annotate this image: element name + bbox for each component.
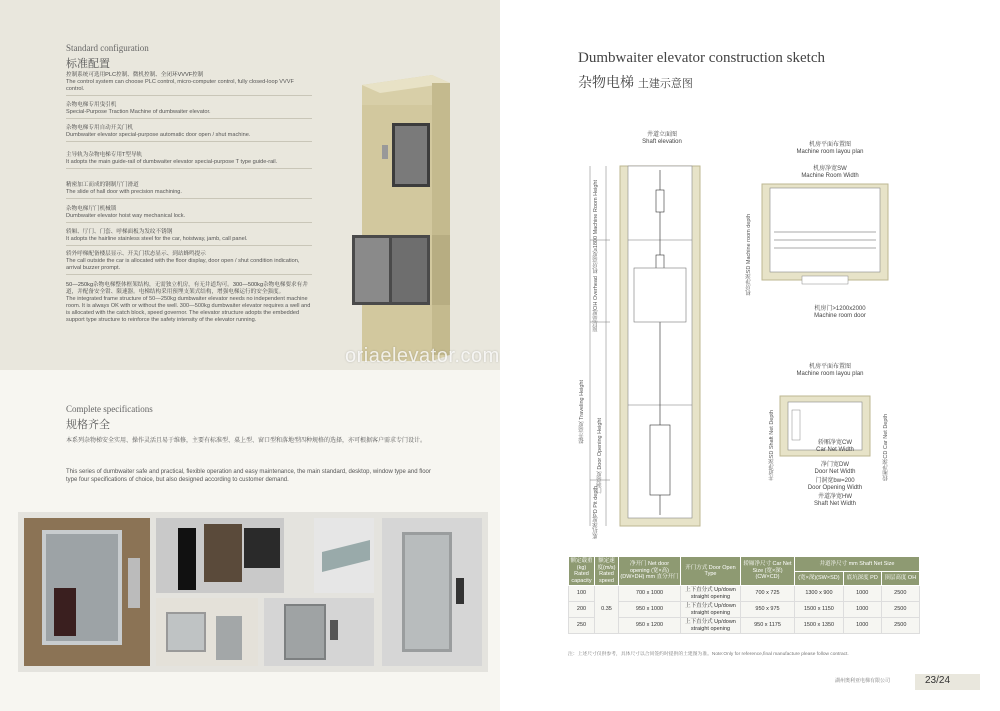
room-width-label (780, 166, 880, 180)
feature-zh: 杂物电梯专用曳引机 (66, 102, 117, 108)
feature-item (66, 182, 312, 199)
product-photo (314, 518, 374, 593)
overhead-label: 顶层高度OH Overhead (593, 276, 599, 332)
footer (835, 673, 985, 691)
col-shaft: (宽×深)(SW×SD) (795, 571, 844, 586)
sketch-title-zh (578, 72, 693, 92)
car-depth-en: Car Net Depth (883, 414, 889, 450)
door-open-zh: 门洞宽bw=200 (815, 478, 855, 484)
table-row (569, 586, 920, 602)
spec-table (568, 556, 920, 634)
cell-pit: 1000 (843, 618, 881, 634)
product-photo (156, 518, 284, 593)
cell-oh: 2500 (881, 618, 919, 634)
car-depth-label (882, 414, 890, 481)
feature-item (66, 282, 312, 326)
product-photo (156, 598, 258, 666)
car-width-zh: 轿厢净宽CW (818, 440, 852, 446)
pit-label: 底坑深度PD Pit depth (593, 486, 599, 539)
room-door-en: Machine room door (814, 313, 866, 319)
shaft-elevation-zh: 井道立面图 (646, 132, 677, 138)
shaft-elevation-label (612, 132, 712, 146)
door-height-label: 门洞高度 Door Opening Height (597, 418, 603, 494)
cell-door: 950 x 1200 (619, 618, 681, 634)
feature-item (66, 102, 312, 119)
shaft-width-zh: 井道净宽HW (818, 494, 852, 500)
col-door: 净开门 Net door opening (宽×高)(DW×DH) mm 直分开门 (619, 557, 681, 586)
feature-item (66, 72, 312, 96)
feature-item (66, 206, 312, 223)
door-width-en: Door Net Width (814, 469, 856, 475)
cell-pit: 1000 (843, 602, 881, 618)
room-width-en: Machine Room Width (801, 173, 859, 179)
feature-en: The call outside the car is allocated with the floor display, door open / shut condition indication, arrival buzzer prompt. (66, 258, 300, 271)
shaft-depth-zh: 井道净深SD (769, 450, 775, 481)
cell-speed: 0.35 (595, 586, 619, 634)
product-photo (24, 518, 150, 666)
feature-item (66, 125, 312, 142)
col-load: 额定载重(kg) Rated capacity (570, 558, 593, 584)
table-row (569, 618, 920, 634)
cell-car: 950 x 1175 (741, 618, 795, 634)
product-photo-collage (18, 512, 488, 672)
shaft-width-label (795, 494, 875, 508)
cell-load: 100 (569, 586, 595, 602)
feature-zh: 杂物电梯厅门机械锁 (66, 206, 117, 212)
door-open-label (795, 478, 875, 492)
feature-en: The control system can choose PLC control, micro-computer control, fully closed-loop VVVF control. (66, 79, 294, 92)
room-depth-label (745, 214, 753, 295)
product-photo (382, 518, 482, 666)
feature-en: It adopts the main guide-rail of dumbwaiter elevator special-purpose T type guide-rail. (66, 159, 278, 165)
door-width-label (800, 462, 870, 476)
product-photo (264, 598, 374, 666)
complete-specs-para-en: This series of dumbwaiter safe and practical, flexible operation and easy maintenance, the main standard, desktop, window type and floor type four specifications of choice, but also designed according to customer demand. (66, 469, 431, 483)
sketch-title-zh-main: 杂物电梯 (578, 74, 634, 90)
machine-room-2-zh: 机房平面布置图 (808, 364, 851, 370)
table-note: 注：上述尺寸仅供参考，具体尺寸以合同签约时提供的土建图为准。Note:Only for reference,final manufacture please follow contract. (568, 652, 849, 657)
cell-car: 950 x 975 (741, 602, 795, 618)
complete-specs-para-zh: 本系列杂物梯安全实用、操作灵活且易于维修，主要有标准型、桌上型、窗口型和落地型四种规格的选择，亦可根据客户需求专门设计。 (66, 438, 427, 444)
cell-oh: 2500 (881, 602, 919, 618)
room-door-zh: 机房门>1200x2000 (814, 306, 866, 312)
machine-room-plan-1 (740, 180, 900, 310)
feature-zh: 精密加工而成的钢制厅门滑道 (66, 182, 139, 188)
feature-zh: 杂物电梯专用自动开关门机 (66, 125, 134, 131)
feature-item (66, 251, 312, 275)
sketch-title-en: Dumbwaiter elevator construction sketch (578, 50, 826, 66)
shaft-elevation-drawing (570, 160, 710, 530)
feature-en: The integrated frame structure of 50—250kg dumbwaiter elevator needs no independent machine room. It is always OK with or without the well. 300—500kg dumbwaiter elevator requires a well and is allocated with the catch block, speed governor. The elevator structure adopts the embedded support type structure to reinforce the safety intensity of the elevator running. (66, 296, 311, 323)
col-speed: 额定速度(m/s) Rated speed (595, 557, 619, 586)
room-depth-en: Machine room depth (746, 214, 752, 265)
page-number: 23/24 (925, 675, 951, 686)
cell-door-type: 上下直分式 Up/down straight opening (681, 618, 741, 634)
cell-shaft: 1500 x 1150 (795, 602, 844, 618)
shaft-depth-label (768, 410, 776, 480)
cell-door: 700 x 1000 (619, 586, 681, 602)
feature-en: It adopts the hairline stainless steel for the car, hoistway, jamb, call panel. (66, 236, 248, 242)
feature-en: The slide of hall door with precision machining. (66, 189, 182, 195)
table-row (569, 602, 920, 618)
feature-zh: 主导轨为杂物电梯专用T型导轨 (66, 152, 143, 158)
car-width-en: Car Net Width (816, 447, 854, 453)
machine-room-1-zh: 机房平面布置图 (808, 142, 851, 148)
room-width-zh: 机房净宽SW (813, 166, 847, 172)
watermark: oriaelevator.com (345, 345, 500, 367)
cell-door: 950 x 1000 (619, 602, 681, 618)
machine-room-1-label (780, 142, 880, 156)
cell-pit: 1000 (843, 586, 881, 602)
dumbwaiter-tower-image (352, 75, 450, 361)
cell-oh: 2500 (881, 586, 919, 602)
feature-zh: 50—250kg杂物电梯整体框架结构，无需独立机房，有无井道均可。300—500kg杂物电梯要求有井道，并配备安全钳、限速器。电梯结构采用预埋支架式结构，增强电梯运行的安全强度。 (66, 282, 308, 295)
feature-zh: 轿外呼梯配备楼层显示、开关门状态显示、到站蜂鸣提示 (66, 251, 206, 257)
feature-item (66, 229, 312, 246)
cell-door-type: 上下直分式 Up/down straight opening (681, 602, 741, 618)
feature-zh: 控制系统可选用PLC控制、微机控制、全闭环VVVF控制 (66, 72, 204, 78)
cell-door-type: 上下直分式 Up/down straight opening (681, 586, 741, 602)
feature-item (66, 152, 312, 169)
machine-room-2-label (780, 364, 880, 378)
cell-load: 200 (569, 602, 595, 618)
cell-load: 250 (569, 618, 595, 634)
standard-config-title-en: Standard configuration (66, 43, 149, 53)
col-oh: 顶层高度 OH (881, 571, 919, 586)
travel-label: 提升高度 Traveling Height (579, 380, 585, 444)
standard-config-title-zh: 标准配置 (66, 58, 110, 70)
room-door-label (790, 306, 890, 320)
door-width-zh: 净门宽DW (821, 462, 849, 468)
sketch-title-zh-sub: 土建示意图 (637, 78, 693, 90)
feature-zh: 轿厢、厅门、门套、呼梯面板为发纹不锈钢 (66, 229, 173, 235)
shaft-depth-en: Shaft Net Depth (769, 410, 775, 450)
company-name: 湖州奥利亚电梯有限公司 (835, 678, 891, 684)
feature-en: Dumbwaiter elevator special-purpose automatic door open / shut machine. (66, 132, 251, 138)
feature-en: Special-Purpose Traction Machine of dumbwaiter elevator. (66, 109, 211, 115)
door-open-en: Door Opening Width (807, 485, 863, 491)
complete-specs-title-zh: 规格齐全 (66, 419, 110, 431)
col-shaft-group: 井道净尺寸 mm Shaft Net Size (795, 557, 920, 572)
shaft-width-en: Shaft Net Width (813, 501, 857, 507)
col-car: 轿厢净尺寸 Car Net Size (宽×深)(CW×CD) (741, 557, 795, 586)
col-door-type: 开门方式 Door Open Type (681, 557, 741, 586)
col-pit: 底坑深度 PD (843, 571, 881, 586)
complete-specs-title-en: Complete specifications (66, 404, 153, 414)
feature-en: Dumbwaiter elevator hoist way mechanical lock. (66, 213, 186, 219)
machine-room-1-en: Machine room layou plan (796, 149, 864, 155)
shaft-elevation-en: Shaft elevation (642, 139, 682, 145)
car-width-label (800, 440, 870, 454)
mr-height-label: 机房高度≥1800 Machine Room Height (593, 180, 599, 274)
machine-room-2-en: Machine room layou plan (796, 371, 864, 377)
cell-shaft: 1500 x 1350 (795, 618, 844, 634)
cell-shaft: 1300 x 900 (795, 586, 844, 602)
room-depth-zh: 机房净深SD (746, 265, 752, 296)
cell-car: 700 x 725 (741, 586, 795, 602)
car-depth-zh: 轿厢净深CD (883, 450, 889, 481)
